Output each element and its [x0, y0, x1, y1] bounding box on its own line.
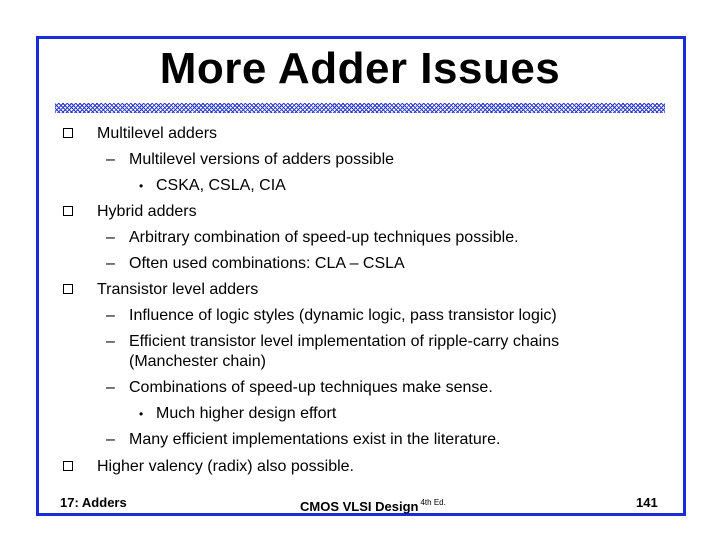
- dash-marker: –: [106, 431, 115, 448]
- square-bullet-icon: [63, 284, 73, 294]
- slide-title: More Adder Issues: [159, 44, 561, 93]
- dash-marker: –: [106, 333, 115, 350]
- bullet-text: Transistor level adders: [97, 281, 259, 298]
- dot-marker: •: [139, 179, 144, 193]
- dash-marker: –: [106, 307, 115, 324]
- dot-marker: •: [139, 407, 144, 421]
- sub-bullet-text: Many efficient implementations exist in the literature.: [129, 431, 501, 448]
- continuation-text: (Manchester chain): [129, 353, 266, 370]
- footer-left: 17: Adders: [60, 495, 127, 510]
- dash-marker: –: [106, 255, 115, 272]
- footer-center: [300, 494, 446, 516]
- sub-sub-bullet-text: Much higher design effort: [156, 405, 337, 422]
- sub-bullet-text: Influence of logic styles (dynamic logic, pass transistor logic): [129, 307, 557, 324]
- dash-marker: –: [106, 229, 115, 246]
- sub-bullet-text: Arbitrary combination of speed-up techniques possible.: [129, 229, 519, 246]
- sub-bullet-text: Efficient transistor level implementation of ripple-carry chains: [129, 333, 560, 350]
- square-bullet-icon: [63, 128, 73, 138]
- footer-edition: 4th Ed.: [420, 498, 446, 507]
- sub-sub-bullet-text: CSKA, CSLA, CIA: [156, 177, 286, 194]
- dash-marker: –: [106, 151, 115, 168]
- dash-marker: –: [106, 379, 115, 396]
- sub-bullet-text: Combinations of speed-up techniques make sense.: [129, 379, 493, 396]
- square-bullet-icon: [63, 461, 73, 471]
- bullet-text: Higher valency (radix) also possible.: [97, 458, 354, 475]
- sub-bullet-text: Multilevel versions of adders possible: [129, 151, 395, 168]
- footer-page-number: 141: [636, 495, 658, 510]
- bullet-text: Multilevel adders: [97, 125, 218, 142]
- square-bullet-icon: [63, 206, 73, 216]
- footer-center-text: CMOS VLSI Design: [300, 499, 419, 514]
- sub-bullet-text: Often used combinations: CLA – CSLA: [129, 255, 405, 272]
- bullet-text: Hybrid adders: [97, 203, 197, 220]
